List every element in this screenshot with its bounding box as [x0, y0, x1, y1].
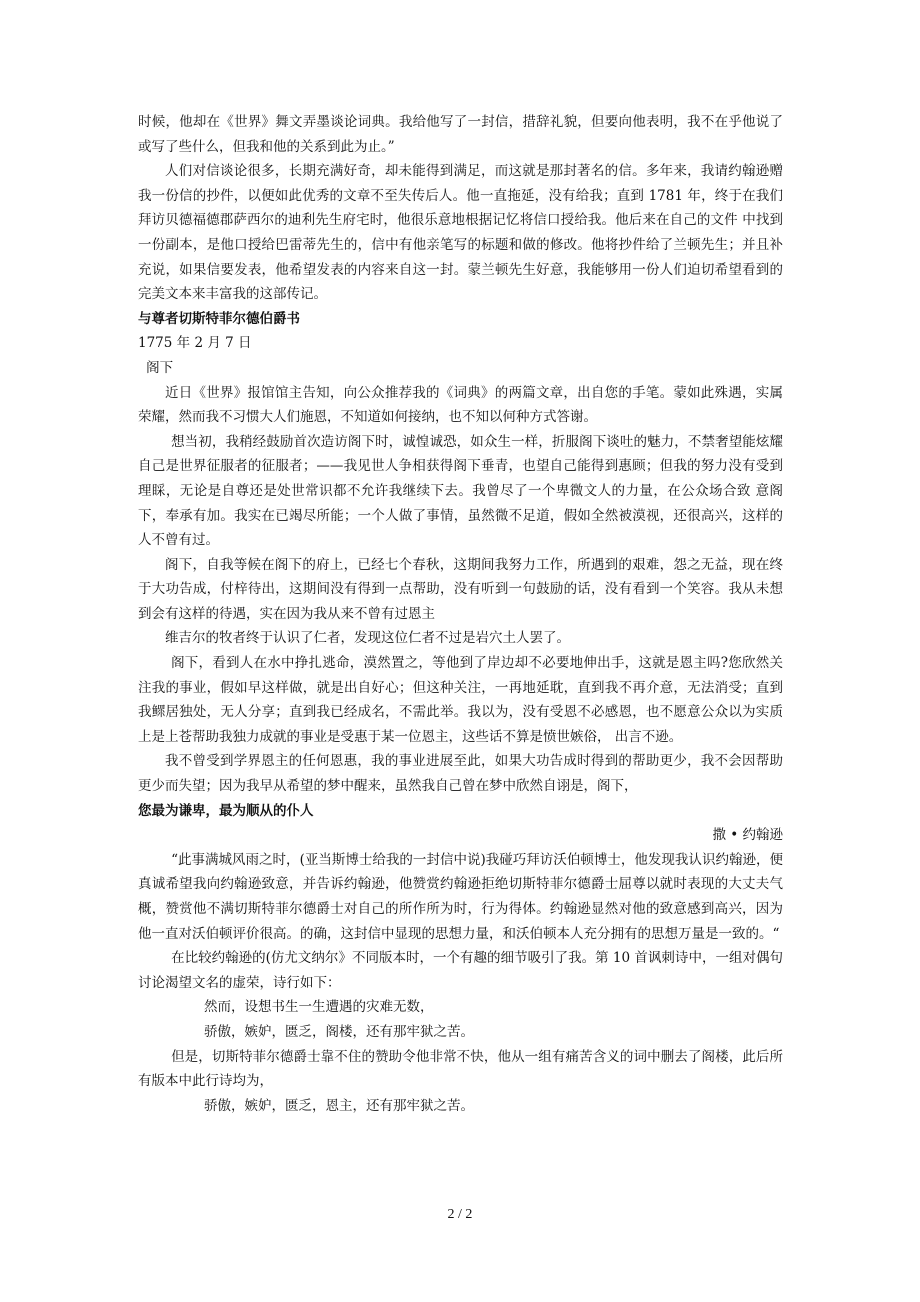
verse-line: 骄傲，嫉妒，匮乏，恩主，还有那牢狱之苦。 — [204, 1097, 474, 1114]
paragraph: 但是，切斯特菲尔德爵士靠不住的赞助令他非常不快，他从一组有痛苦含义的词中删去了阁楼，此后所有版本中此行诗均为， — [138, 1048, 783, 1090]
paragraph: 阁下，看到人在水中挣扎逃命，漠然置之，等他到了岸边却不必要地伸出手，这就是恩主吗?您欣然关注我的事业，假如早这样做，就是出自好心；但这种关注，一再地延耽，直到我不再介意，无法消受；直到我鳏居独处，无人分享；直到我已经成名，不需此举。我以为，没有受恩不必感恩，也不愿意公众以为实质上是上苍帮助我独力成就的事业是受惠于某一位恩主，这些话不算是愤世嫉俗， 出言不逊。 — [138, 655, 783, 745]
paragraph: 时候，他却在《世界》舞文弄墨谈论词典。我给他写了一封信，措辞礼貌，但要向他表明，我不在乎他说了或写了些什么，但我和他的关系到此为止。” — [138, 114, 783, 155]
letter-date: 1775 年 2 月 7 日 — [138, 335, 252, 352]
letter-salutation: 阁下 — [146, 359, 174, 376]
paragraph: 阁下，自我等候在阁下的府上，已经七个春秋，这期间我努力工作，所遇到的艰难，怨之无益，现在终于大功告成，付梓待出，这期间没有得到一点帮助，没有听到一句鼓励的话，没有看到一个笑容。我从未想到会有这样的待遇，实在因为我从来不曾有过恩主 — [138, 556, 783, 622]
paragraph: 人们对信谈论很多，长期充满好奇，却未能得到满足，而这就是那封著名的信。多年来，我请约翰逊赠我一份信的抄件，以便如此优秀的文章不至失传后人。他一直拖延，没有给我；直到 1781 年，终于在我们拜访贝德福德郡萨西尔的迪利先生府宅时，他很乐意地根据记忆将信口授给我。他后来在自己的文件 中找到一份副本，是他口授给巴雷蒂先生的，信中有他亲笔写的标题和做的修改。他将抄件给了兰顿先生；并且补充说，如果信要发表，他希望发表的内容来自这一封。蒙兰顿先生好意，我能够用一份人们迫切希望看到的完美文本来丰富我的这部传记。 — [138, 163, 783, 303]
paragraph: 我不曾受到学界恩主的任何恩惠，我的事业进展至此，如果大功告成时得到的帮助更少，我不会因帮助更少而失望；因为我早从希望的梦中醒来，虽然我自己曾在梦中欣然自诩是，阁下， — [138, 753, 783, 795]
letter-title: 与尊者切斯特菲尔德伯爵书 — [138, 310, 300, 327]
letter-signature: 撒 • 约翰逊 — [712, 827, 783, 844]
paragraph: “此事满城风雨之时，(亚当斯博士给我的一封信中说)我碰巧拜访沃伯顿博士，他发现我认识约翰逊，便真诚希望我向约翰逊致意，并告诉约翰逊，他赞赏约翰逊拒绝切斯特菲尔德爵士屈尊以就时表现的大丈夫气概，赞赏他不满切斯特菲尔德爵士对自己的所作所为时，行为得体。约翰逊显然对他的致意感到高兴，因为他一直对沃伯顿评价很高。的确，这封信中显现的思想力量，和沃伯顿本人充分拥有的思想万量是一致的。“ — [138, 851, 783, 942]
verse-line: 然而，设想书生一生遭遇的灾难无数， — [204, 999, 434, 1016]
paragraph: 在比较约翰逊的(仿尤文纳尔》不同版本时，一个有趣的细节吸引了我。第 10 首讽刺诗中，一组对偶句讨论渴望文名的虚荣，诗行如下： — [138, 950, 783, 991]
letter-closing: 您最为谦卑，最为顺从的仆人 — [138, 802, 314, 819]
paragraph: 近日《世界》报馆馆主告知，向公众推荐我的《词典》的两篇文章，出自您的手笔。蒙如此殊遇，实属荣耀，然而我不习惯大人们施恩，不知道如何接纳，也不知以何种方式答谢。 — [138, 384, 783, 426]
page-number: 2 / 2 — [447, 1207, 473, 1222]
paragraph: 想当初，我稍经鼓励首次造访阁下时，诚惶诚恐，如众生一样，折服阁下谈吐的魅力，不禁奢望能炫耀自己是世界征服者的征服者；——我见世人争相获得阁下垂青，也望自己能得到惠顾；但我的努力没有受到理睬，无论是自尊还是处世常识都不允许我继续下去。我曾尽了一个卑微文人的力量，在公众场合致 意阁下，奉承有加。我实在已竭尽所能；一个人做了事情，虽然微不足道，假如全然被漠视，还很高兴，这样的人不曾有过。 — [138, 433, 783, 549]
verse-line: 骄傲，嫉妒，匮乏，阁楼，还有那牢狱之苦。 — [204, 1023, 474, 1040]
document-body — [138, 110, 783, 1118]
paragraph: 维吉尔的牧者终于认识了仁者，发现这位仁者不过是岩穴土人罢了。 — [165, 630, 570, 647]
